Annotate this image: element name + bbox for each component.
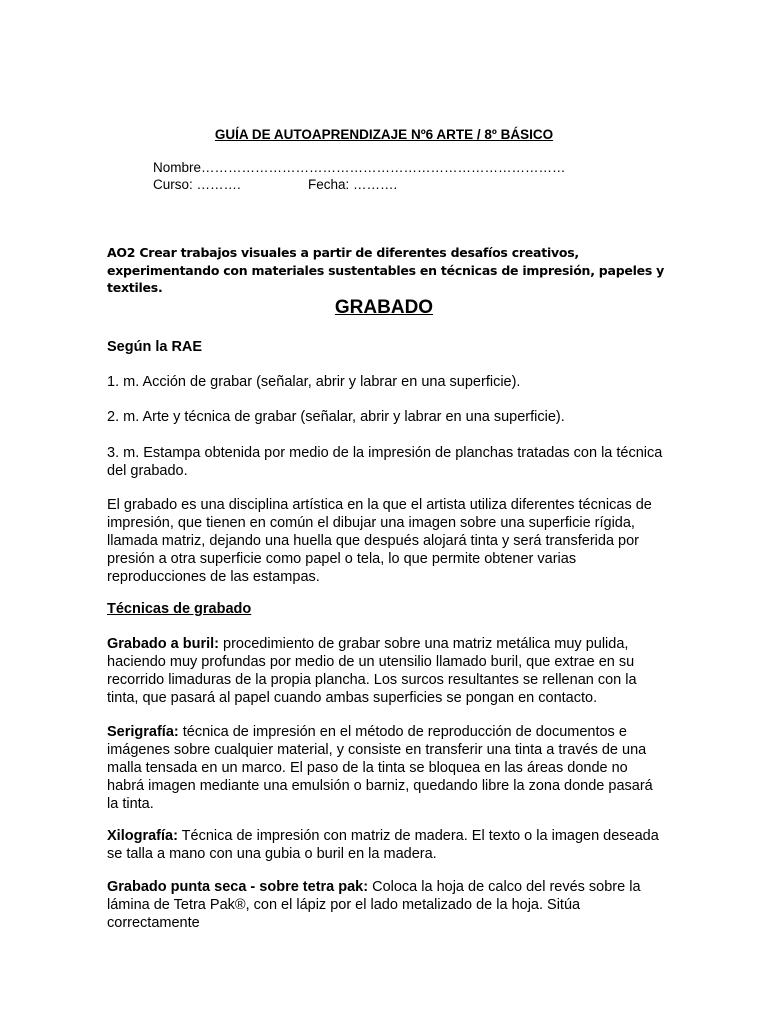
technique-serigrafia [107, 724, 667, 814]
course-field-line: Curso: ………. [153, 177, 241, 192]
technique-punta-seca [107, 879, 667, 933]
definition-3: 3. m. Estampa obtenida por medio de la impresión de planchas tratadas con la técnica del grabado. [107, 445, 663, 479]
technique-description: procedimiento de grabar sobre una matriz metálica muy pulida, haciendo muy profundas por medio de un utensilio llamado buril, que extrae en su recorrido limaduras de la propia plancha. Los surcos resultantes se rellenan con la tinta, que pasará al papel cuando ambas superficies se pongan en contacto. [107, 636, 637, 706]
technique-description: técnica de impresión en el método de reproducción de documentos e imágenes sobre cualquier material, y consiste en transferir una tinta a través de una malla tensada en un marco. El paso de la tinta se bloquea en las áreas donde no habrá imagen mediante una emulsión o barniz, quedando libre la zona donde pasará la tinta. [107, 724, 653, 812]
definition-1: 1. m. Acción de grabar (señalar, abrir y labrar en una superficie). [107, 374, 521, 390]
rae-heading: Según la RAE [107, 339, 203, 355]
name-field-line: Nombre……………………………………………………………………… [153, 160, 566, 175]
technique-term: Grabado a buril: [107, 636, 219, 652]
technique-term: Xilografía: [107, 828, 178, 844]
page-title: GUÍA DE AUTOAPRENDIZAJE Nº6 ARTE / 8º BÁSICO [214, 127, 554, 142]
technique-term: Serigrafía: [107, 724, 179, 740]
technique-description: Coloca la hoja de calco del revés sobre la lámina de Tetra Pak®, con el lápiz por el lado metalizado de la hoja. Sitúa correctamente [107, 879, 641, 931]
section-heading: GRABADO [334, 297, 434, 318]
technique-description: Técnica de impresión con matriz de madera. El texto o la imagen deseada se talla a mano con una gubia o buril en la madera. [107, 828, 659, 862]
technique-xilografia [107, 828, 667, 864]
technique-buril [107, 636, 667, 708]
technique-term: Grabado punta seca - sobre tetra pak: [107, 879, 369, 895]
techniques-heading: Técnicas de grabado [107, 601, 252, 617]
definition-2: 2. m. Arte y técnica de grabar (señalar, abrir y labrar en una superficie). [107, 409, 565, 425]
learning-objective: AO2 Crear trabajos visuales a partir de diferentes desafíos creativos, experimentando con materiales sustentables en técnicas de impresión, papeles y textiles. [107, 245, 665, 295]
intro-paragraph: El grabado es una disciplina artística en la que el artista utiliza diferentes técnicas de impresión, que tienen en común el dibujar una imagen sobre una superficie rígida, llamada matriz, dejando una huella que después alojará tinta y será transferida por presión a otra superficie como papel o tela, lo que permite obtener varias reproducciones de las estampas. [107, 497, 652, 585]
date-field-line: Fecha: ………. [308, 177, 398, 192]
